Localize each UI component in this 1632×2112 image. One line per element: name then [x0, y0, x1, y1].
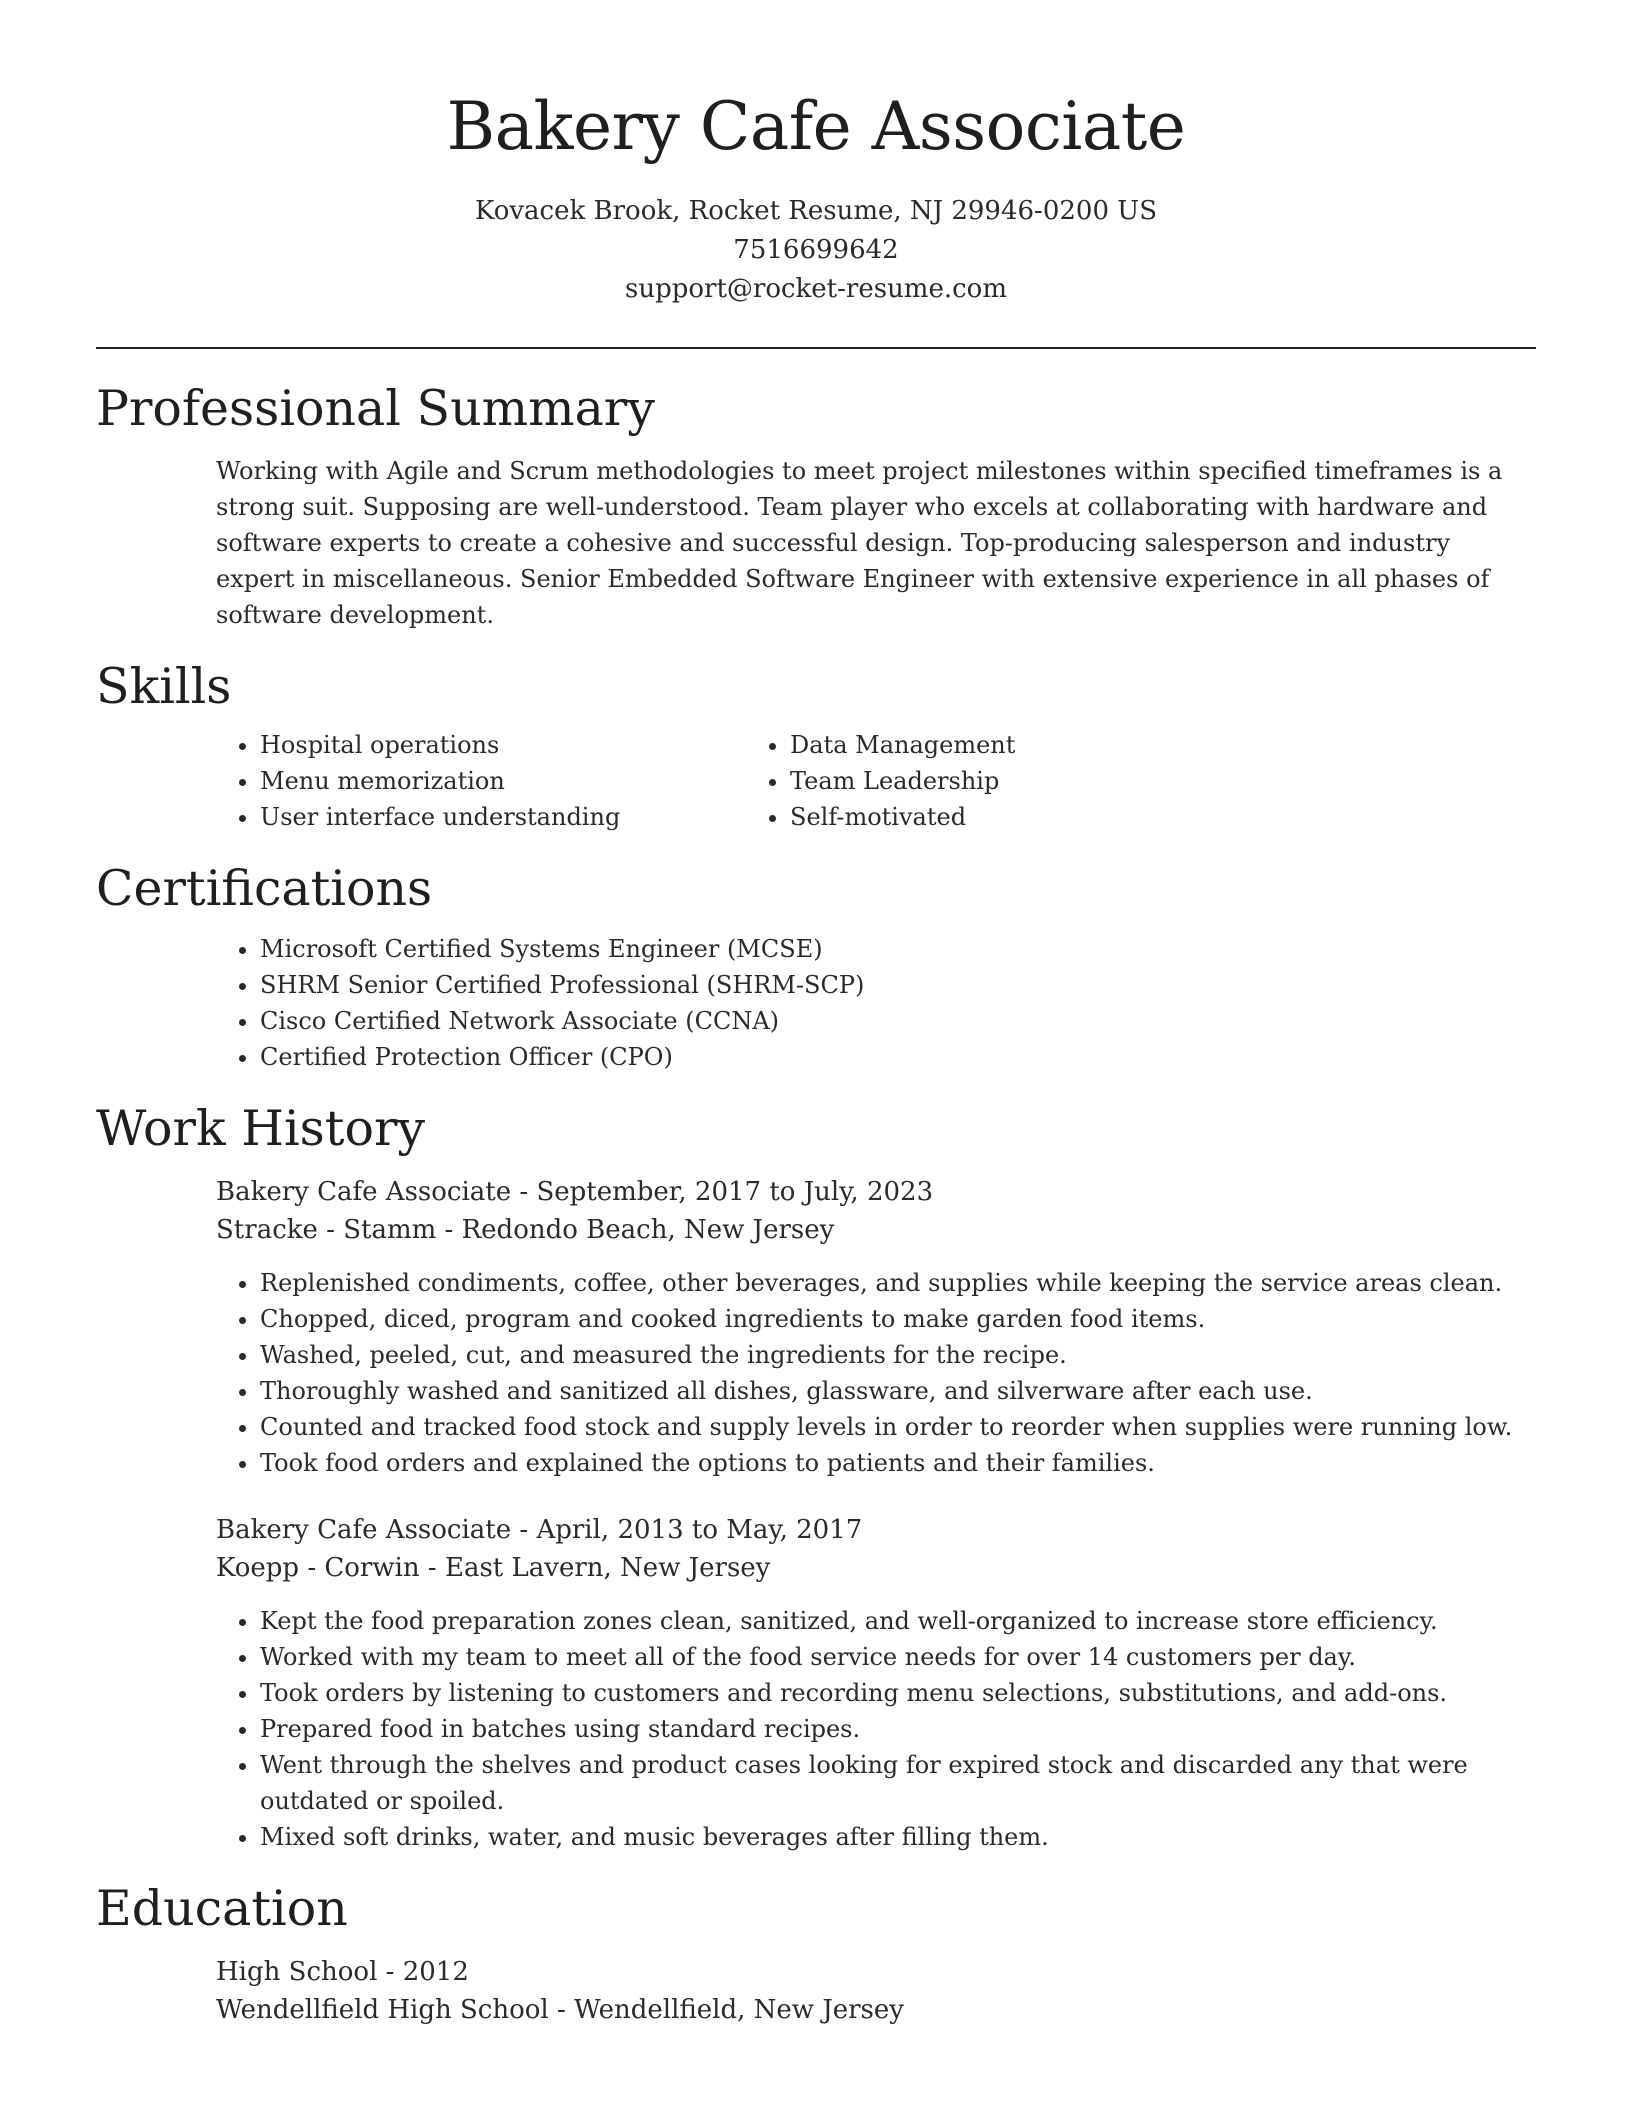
job-title-line: Bakery Cafe Associate - April, 2013 to May, 2017: [216, 1515, 863, 1545]
contact-email: support@rocket-resume.com: [624, 274, 1007, 304]
job-company-line: Koepp - Corwin - East Lavern, New Jersey: [216, 1553, 771, 1583]
job-duty: • Kept the food preparation zones clean, sanitized, and well-organized to increase store efficiency.: [260, 1603, 1536, 1639]
skills-list-left: [96, 727, 746, 835]
job-duties-list: [96, 1265, 1536, 1481]
summary-text: Working with Agile and Scrum methodologies to meet project milestones within specified timeframes is a strong suit. Supposing are well-understood. Team player who excels at collaborating with hardware and software experts to create a cohesive and successful design. Top-producing salesperson and industry expert in miscellaneous. Senior Embedded Software Engineer with extensive experience in all phases of software development.: [216, 457, 1503, 629]
skill-item: • User interface understanding: [260, 799, 746, 835]
contact-address: Kovacek Brook, Rocket Resume, NJ 29946-0200 US: [474, 196, 1158, 226]
job-duties-list: [96, 1603, 1536, 1855]
job-duty: • Thoroughly washed and sanitized all dishes, glassware, and silverware after each use.: [260, 1373, 1536, 1409]
certification-item: • Cisco Certified Network Associate (CCNA): [260, 1003, 1536, 1039]
skill-item: • Hospital operations: [260, 727, 746, 763]
skills-grid: [96, 727, 1536, 835]
summary-section: [96, 379, 1536, 633]
job-entry: [96, 1173, 1536, 1481]
job-duty: • Took orders by listening to customers and recording menu selections, substitutions, and add-ons.: [260, 1675, 1536, 1711]
certifications-section: [96, 859, 1536, 1075]
job-entry: [96, 1511, 1536, 1855]
summary-title: Professional Summary: [96, 380, 655, 437]
job-duty: • Worked with my team to meet all of the food service needs for over 14 customers per day.: [260, 1639, 1536, 1675]
skill-item: • Self-motivated: [790, 799, 1015, 835]
job-duty: • Prepared food in batches using standard recipes.: [260, 1711, 1536, 1747]
certifications-list: [96, 931, 1536, 1075]
skills-section: [96, 657, 1536, 835]
work-history-title: Work History: [96, 1100, 426, 1157]
candidate-name: Bakery Cafe Associate: [446, 88, 1186, 165]
job-duty: • Went through the shelves and product cases looking for expired stock and discarded any that were outdated or spoiled.: [260, 1747, 1536, 1819]
education-degree-line: High School - 2012: [216, 1957, 469, 1987]
job-duty: • Washed, peeled, cut, and measured the ingredients for the recipe.: [260, 1337, 1536, 1373]
skill-item: • Data Management: [790, 727, 1015, 763]
job-duty: • Took food orders and explained the options to patients and their families.: [260, 1445, 1536, 1481]
job-title-line: Bakery Cafe Associate - September, 2017 to July, 2023: [216, 1177, 934, 1207]
job-duty: • Mixed soft drinks, water, and music beverages after filling them.: [260, 1819, 1536, 1855]
certifications-title: Certifications: [96, 860, 433, 917]
education-school-line: Wendellfield High School - Wendellfield, New Jersey: [216, 1995, 904, 2025]
skill-item: • Menu memorization: [260, 763, 746, 799]
resume-header: [96, 0, 1536, 309]
job-company-line: Stracke - Stamm - Redondo Beach, New Jersey: [216, 1215, 835, 1245]
header-divider: [96, 347, 1536, 349]
work-history-section: [96, 1099, 1536, 1855]
job-duty: • Chopped, diced, program and cooked ingredients to make garden food items.: [260, 1301, 1536, 1337]
certification-item: • SHRM Senior Certified Professional (SHRM-SCP): [260, 967, 1536, 1003]
contact-phone: 7516699642: [733, 235, 899, 265]
skill-item: • Team Leadership: [790, 763, 1015, 799]
certification-item: • Microsoft Certified Systems Engineer (MCSE): [260, 931, 1536, 967]
education-entry: [96, 1953, 1536, 2029]
education-section: [96, 1879, 1536, 2029]
certification-item: • Certified Protection Officer (CPO): [260, 1039, 1536, 1075]
contact-block: [96, 192, 1536, 309]
job-duty: • Replenished condiments, coffee, other beverages, and supplies while keeping the service areas clean.: [260, 1265, 1536, 1301]
education-title: Education: [96, 1880, 348, 1937]
skills-title: Skills: [96, 658, 232, 715]
skills-list-right: [746, 727, 1015, 835]
job-duty: • Counted and tracked food stock and supply levels in order to reorder when supplies were running low.: [260, 1409, 1536, 1445]
